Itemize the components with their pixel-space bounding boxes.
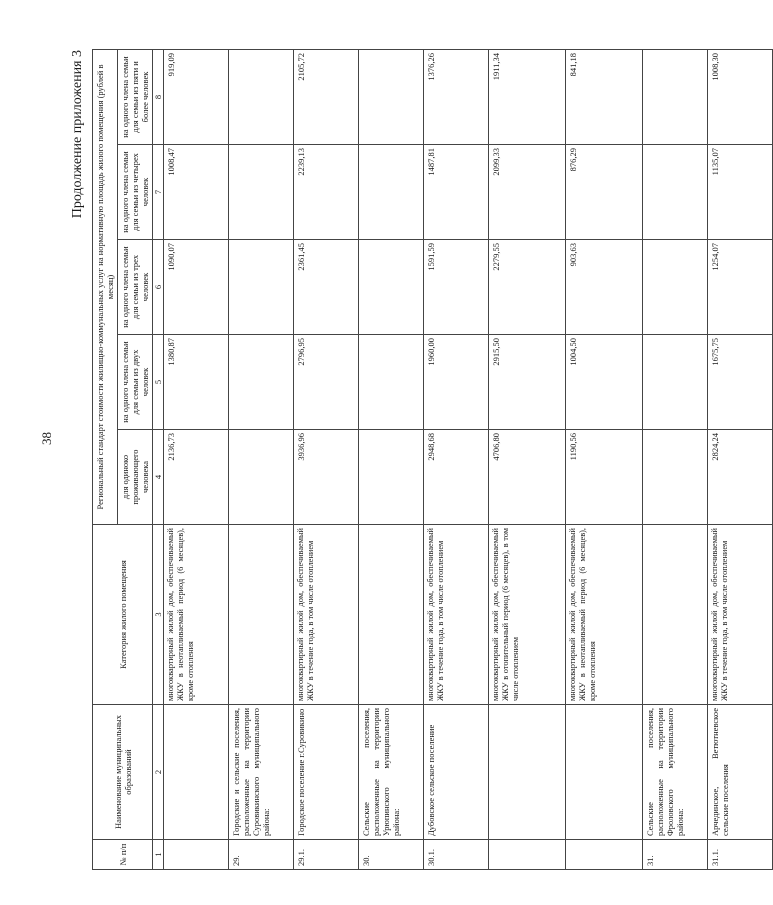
table-row — [708, 49, 773, 869]
table-row — [424, 49, 489, 869]
table-row — [489, 49, 566, 869]
value-family-4 — [359, 145, 424, 240]
header-family-5: на одного члена семьи для семьи из пяти и более человек — [118, 49, 153, 144]
value-family-2: 1675,75 — [708, 335, 773, 430]
column-index: 2 — [153, 705, 164, 840]
municipality-name: Сельские поселения, расположенные на территории Урюпинского муниципального района: — [359, 705, 424, 840]
value-family-4: 2239,13 — [294, 145, 359, 240]
column-index: 6 — [153, 240, 164, 335]
value-family-3 — [229, 240, 294, 335]
value-family-2: 1960,00 — [424, 335, 489, 430]
table-row — [164, 49, 229, 869]
housing-category: многоквартирный жилой дом, обеспечиваемый ЖКУ в течение года, в том числе отоплением — [424, 525, 489, 705]
header-category: Категория жилого помещения — [93, 525, 153, 705]
value-family-2: 1380,87 — [164, 335, 229, 430]
housing-category — [229, 525, 294, 705]
municipality-name — [566, 705, 643, 840]
value-single — [229, 430, 294, 525]
value-family-4: 876,29 — [566, 145, 643, 240]
value-single: 2136,73 — [164, 430, 229, 525]
row-number: 30.1. — [424, 840, 489, 870]
value-family-2 — [359, 335, 424, 430]
header-family-3: на одного члена семьи для семьи из трех человек — [118, 240, 153, 335]
value-family-5: 841,18 — [566, 49, 643, 144]
value-family-5 — [643, 49, 708, 144]
value-family-5: 919,09 — [164, 49, 229, 144]
value-family-2: 1004,50 — [566, 335, 643, 430]
housing-category: многоквартирный жилой дом, обеспечиваемый ЖКУ в течение года, в том числе отоплением — [708, 525, 773, 705]
value-family-3: 1591,59 — [424, 240, 489, 335]
municipality-name: Городские и сельские поселения, расположенные на территории Суровикинского муниципального района: — [229, 705, 294, 840]
row-number: 29. — [229, 840, 294, 870]
housing-category: многоквартирный жилой дом, обеспечиваемый ЖКУ в неотапливаемый период (6 месяцев), кроме отопления — [164, 525, 229, 705]
housing-category — [359, 525, 424, 705]
value-family-2: 2796,95 — [294, 335, 359, 430]
value-family-3: 2361,45 — [294, 240, 359, 335]
municipality-name: Дубовское сельское поселение — [424, 705, 489, 840]
row-number — [164, 840, 229, 870]
header-family-2: на одного члена семьи для семьи из двух человек — [118, 335, 153, 430]
row-number — [489, 840, 566, 870]
row-number: 29.1. — [294, 840, 359, 870]
row-number — [566, 840, 643, 870]
row-number: 30. — [359, 840, 424, 870]
header-family-4: на одного члена семьи для семьи из четырех человек — [118, 145, 153, 240]
value-family-2 — [229, 335, 294, 430]
column-index: 4 — [153, 430, 164, 525]
column-index: 7 — [153, 145, 164, 240]
housing-category — [643, 525, 708, 705]
municipality-name — [164, 705, 229, 840]
header-single: для одиноко проживающего человека — [118, 430, 153, 525]
column-index: 5 — [153, 335, 164, 430]
value-family-2 — [643, 335, 708, 430]
value-single — [359, 430, 424, 525]
value-family-5: 1911,34 — [489, 49, 566, 144]
value-family-4: 1135,07 — [708, 145, 773, 240]
tariff-table — [92, 49, 773, 870]
table-row — [229, 49, 294, 869]
header-num: № п/п — [93, 840, 153, 870]
appendix-note: Продолжение приложения 3 — [70, 50, 85, 219]
housing-category: многоквартирный жилой дом, обеспечиваемый ЖКУ в неотапливаемый период (6 месяцев), кроме отопления — [566, 525, 643, 705]
value-family-5: 1376,26 — [424, 49, 489, 144]
housing-category: многоквартирный жилой дом, обеспечиваемый ЖКУ в отопительный период (6 месяцев), в том числе отоплением — [489, 525, 566, 705]
header-standard-group: Региональный стандарт стоимости жилищно-коммунальных услуг на нормативную площадь жилого помещения (рублей в месяц) — [93, 49, 118, 524]
value-family-3 — [359, 240, 424, 335]
municipality-name: Сельские поселения, расположенные на территории Фроловского муниципального района: — [643, 705, 708, 840]
municipality-name: Городское поселение г.Суровикино — [294, 705, 359, 840]
page-number: 38 — [39, 432, 54, 445]
municipality-name: Арчединское, Ветютневское сельские поселения — [708, 705, 773, 840]
table-row — [294, 49, 359, 869]
value-family-4 — [643, 145, 708, 240]
table-row — [643, 49, 708, 869]
header-municipality: Наименование муниципальных образований — [93, 705, 153, 840]
value-single: 4706,80 — [489, 430, 566, 525]
table-body — [164, 49, 773, 869]
value-family-3: 903,63 — [566, 240, 643, 335]
value-single — [643, 430, 708, 525]
value-family-3: 1254,07 — [708, 240, 773, 335]
value-single: 2824,24 — [708, 430, 773, 525]
municipality-name — [489, 705, 566, 840]
value-family-2: 2915,50 — [489, 335, 566, 430]
row-number: 31. — [643, 840, 708, 870]
value-single: 2948,68 — [424, 430, 489, 525]
value-family-5 — [359, 49, 424, 144]
value-family-4: 2099,33 — [489, 145, 566, 240]
value-family-5 — [229, 49, 294, 144]
column-index: 1 — [153, 840, 164, 870]
table-row — [359, 49, 424, 869]
value-single: 1190,56 — [566, 430, 643, 525]
rotated-document — [70, 50, 731, 870]
table-row — [566, 49, 643, 869]
row-number: 31.1. — [708, 840, 773, 870]
value-family-3 — [643, 240, 708, 335]
column-index: 8 — [153, 49, 164, 144]
value-family-4 — [229, 145, 294, 240]
value-family-4: 1008,47 — [164, 145, 229, 240]
value-family-3: 1090,07 — [164, 240, 229, 335]
column-index: 3 — [153, 525, 164, 705]
housing-category: многоквартирный жилой дом, обеспечиваемый ЖКУ в течение года, в том числе отоплением — [294, 525, 359, 705]
value-single: 3936,96 — [294, 430, 359, 525]
value-family-5: 2105,72 — [294, 49, 359, 144]
value-family-4: 1487,81 — [424, 145, 489, 240]
value-family-3: 2279,55 — [489, 240, 566, 335]
value-family-5: 1008,30 — [708, 49, 773, 144]
